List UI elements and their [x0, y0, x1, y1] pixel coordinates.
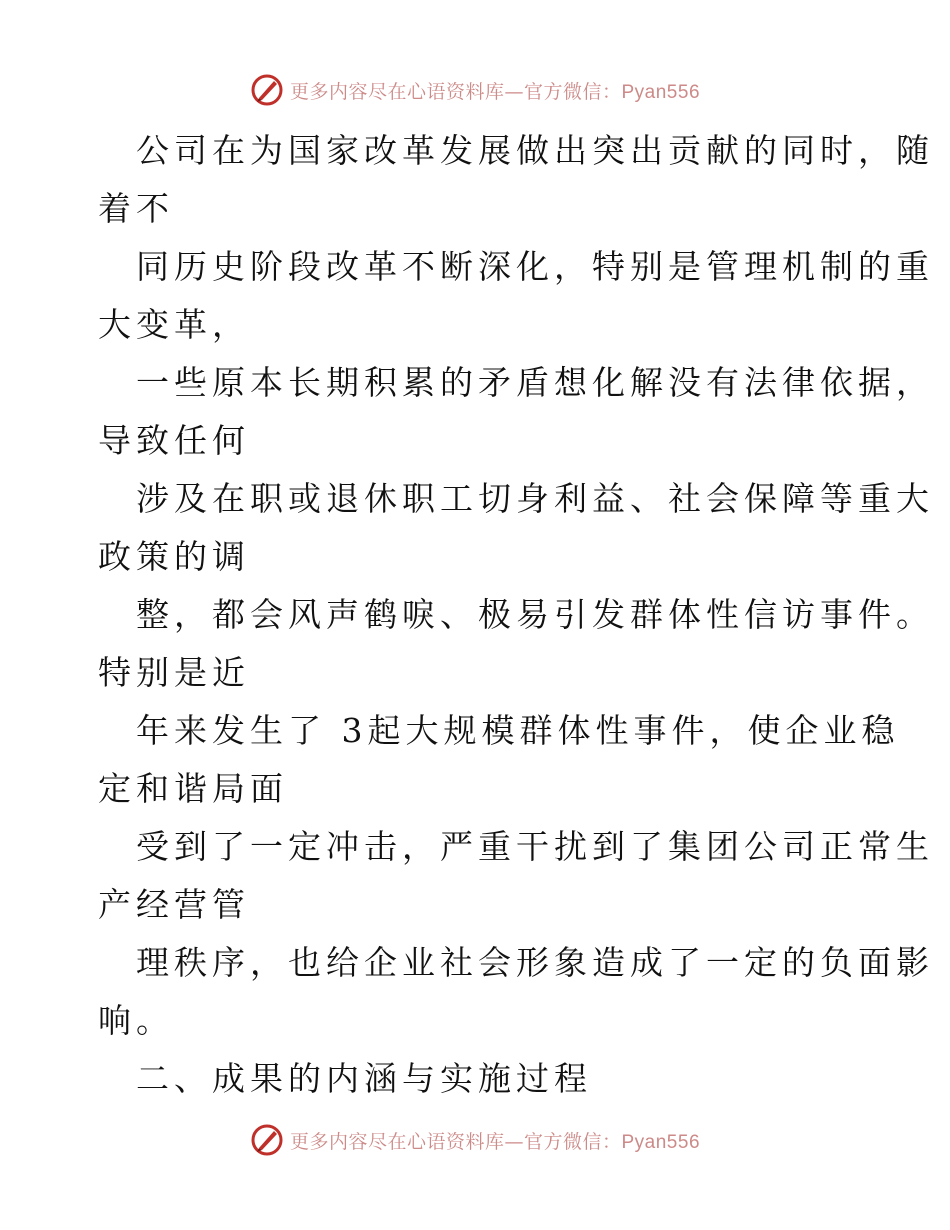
- paragraph-6: 年来发生了 3起大规模群体性事件，使企业稳 定和谐局面: [98, 711, 900, 808]
- paragraph-7: 受到了一定冲击，严重干扰到了集团公司正常生 产经营管: [98, 827, 934, 924]
- pen-logo-icon: [250, 73, 284, 107]
- watermark-text: 更多内容尽在心语资料库—官方微信：Pyan556: [289, 1130, 701, 1153]
- section-heading: 二、成果的内涵与实施过程: [136, 1059, 592, 1098]
- paragraph-4: 涉及在职或退休职工切身利益、社会保障等重大 政策的调: [98, 479, 934, 576]
- watermark-header: [0, 70, 950, 110]
- paragraph-1: 公司在为国家改革发展做出突出贡献的同时，随 着不: [98, 131, 934, 228]
- pen-logo-icon: [250, 1123, 284, 1157]
- watermark-footer: [0, 1120, 950, 1160]
- paragraph-3: 一些原本长期积累的矛盾想化解没有法律依据， 导致任何: [98, 363, 934, 460]
- paragraph-2: 同历史阶段改革不断深化，特别是管理机制的重 大变革，: [98, 247, 934, 344]
- paragraph-5: 整，都会风声鹤唳、极易引发群体性信访事件。 特别是近: [98, 595, 934, 692]
- document-body: [98, 122, 934, 1108]
- wechat-id: Pyan556: [621, 1131, 701, 1153]
- wechat-id: Pyan556: [621, 81, 701, 103]
- paragraph-8: 理秩序，也给企业社会形象造成了一定的负面影 响。: [98, 943, 934, 1040]
- watermark-text: 更多内容尽在心语资料库—官方微信：Pyan556: [289, 80, 701, 103]
